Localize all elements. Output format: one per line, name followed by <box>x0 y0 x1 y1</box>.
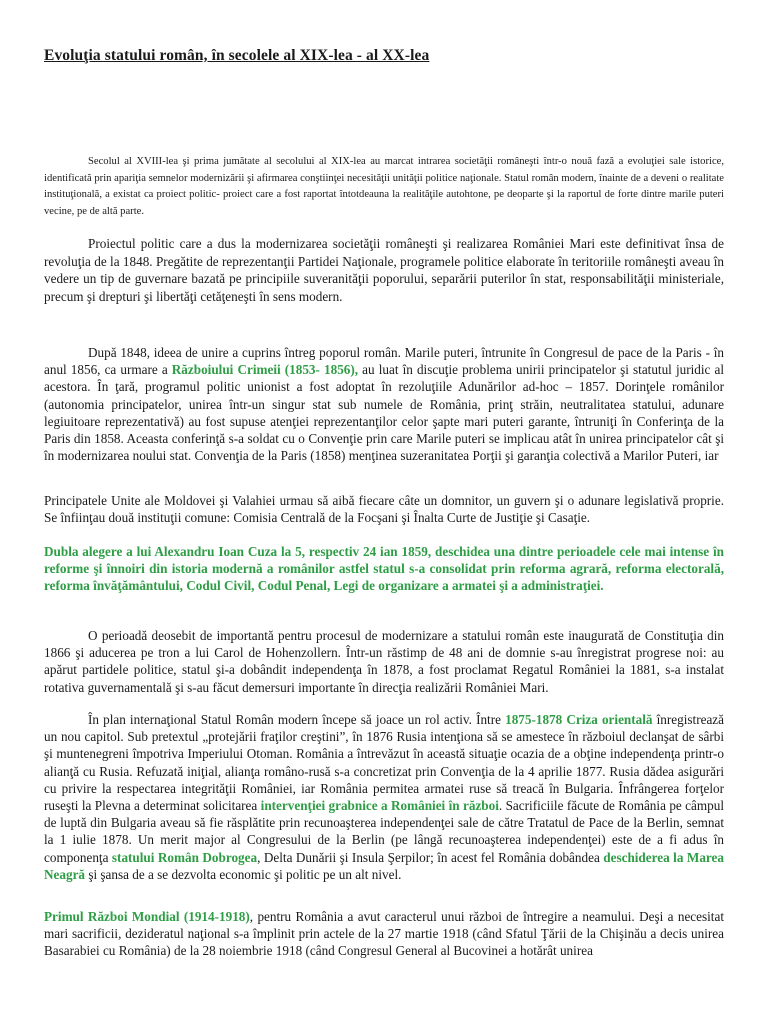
text-segment: , pentru România a avut caracterul unui război de întregire a neamului. Deşi a necesitat mari sacrificii, dezideratul naţional s-a împlinit prin actele de la 27 martie 1918 (când Sfatul Ţării de la Chişinău a decis unirea Basarabiei cu România) de la 28 noiembrie 1918 (când Congresul General al Bucovinei a hotărât unirea <box>44 909 724 959</box>
text-segment: , Delta Dunării şi Insula Şerpilor; în acest fel România dobândea <box>257 849 604 865</box>
highlight-primul-razboi: Primul Război Mondial (1914-1918) <box>44 909 250 924</box>
paragraph-constitutie: O perioadă deosebit de importantă pentru procesul de modernizare a statului român este inaugurată de Constituţia din 1866 şi aducerea pe tron a lui Carol de Hohenzollern. Într-un răstimp de 48 ani de domnie s-au înregistrat progrese noi: au apărut partidele politice, statul şi-a dobândit independenţa în 1878, a fost proclamat Regatul României la 1881, s-a instalat rotativa guvernamentală şi s-au făcut demersuri importante în direcţia realizării României Mari. <box>44 628 724 695</box>
paragraph-plan-international <box>44 711 724 883</box>
highlight-dobrogea: statului Român Dobrogea <box>111 849 258 865</box>
paragraph-1848: Proiectul politic care a dus la modernizarea societăţii româneşti şi realizarea României Mari este definitivat însa de revoluţia de la 1848. Pregătite de reprezentanţii Partidei Naţionale, programele politice elaborate în teritoriile româneşti aveau în vedere un tip de guvernare bazată pe principiile suveranităţii poporului, separării puterilor în stat, responsabilităţii ministeriale, precum şi drepturi şi libertăţi cetăţeneşti în sens modern. <box>44 236 724 304</box>
text-segment: şi şansa de a se dezvolta economic şi politic pe un alt nivel. <box>85 866 402 882</box>
highlight-marea-neagra: deschiderea la Marea Neagră <box>44 849 724 882</box>
paragraph-unire <box>44 344 724 464</box>
paragraph-cuza: Dubla alegere a lui Alexandru Ioan Cuza la 5, respectiv 24 ian 1859, deschidea una dintre perioadele cele mai intense în reforme şi înnoiri din istoria modernă a românilor astfel statul s-a consolidat prin reforma agrară, reforma electorală, reforma învăţământului, Codul Civil, Codul Penal, Legi de organizare a armatei şi a administraţiei. <box>44 544 724 594</box>
highlight-razboiul-crimeii: Războiului Crimeii (1853- 1856), <box>171 362 359 378</box>
text-segment: au luat în discuţie problema unirii principatelor şi statutul juridic al acestora. În ţară, programul politic unionist a fost adoptat în rezoluţiile Adunărilor ad-hoc – 1857. Dorinţele românilor (autonomia principatelor, unirea într-un singur stat sub numele de România, prinţ străin, neutralitatea statului, adunare legiuitoare reprezentativă) au fost supuse atenţiei reprezentanţilor celor şapte mari puteri garante, întruniţi în Conferinţa de la Paris din 1858. Aceasta conferinţă s-a soldat cu o Convenţie prin care Marile puteri se implicau atât în unirea principatelor cât şi în modernizarea noului stat. Convenţia de la Paris (1858) menţinea suzeranitatea Porţii şi garanţia colectivă a Marilor Puteri, iar <box>44 362 724 464</box>
paragraph-primul-razboi <box>44 908 724 960</box>
page-title: Evoluţia statului român, în secolele al XIX-lea - al XX-lea <box>44 47 430 64</box>
text-segment: . Sacrificiile făcute de România pe câmpul de luptă din Bulgaria aveau să fie răsplătite prin recunoaşterea independenţei sale de către Tratatul de Pace de la Berlin, semnat la 1 iulie 1878. Un merit major al Congresului de la Berlin (pe lângă recunoaşterea independenţei) este de a fi adus în componenţa <box>44 798 724 865</box>
text-segment: După 1848, ideea de unire a cuprins întreg poporul român. Marile puteri, întrunite în Congresul de pace de la Paris - în anul 1856, ca urmare a <box>44 345 724 378</box>
text-segment: înregistrează un nou capitol. Sub pretextul „protejării fraţilor creştini”, în 1876 Rusia intenţiona să se amestece în războiul declanşat de sârbi şi muntenegreni împotriva Imperiului Otoman. România a întrevăzut în această situaţie ocazia de a obţine independenţa printr-o alianţă cu Rusia. Refuzată iniţial, alianţa româno-rusă s-a concretizat prin Convenţia de la 4 aprilie 1877. Rusia dădea asigurări cu privire la respectarea integrităţii României, iar România permitea armatei ruse să treacă în Bulgaria. Înfrângerea forţelor ruseşti la Plevna a determinat solicitarea <box>44 712 724 814</box>
text-segment: În plan internaţional Statul Român modern începe să joace un rol activ. Între <box>88 712 506 727</box>
highlight-criza-orientala: 1875-1878 Criza orientală <box>505 712 653 727</box>
paragraph-principate: Principatele Unite ale Moldovei şi Valahiei urmau să aibă fiecare câte un domnitor, un guvern şi o adunare legislativă proprie. Se înfiinţau două instituţii comune: Comisia Centrală de la Focşani şi Înalta Curte de Justiţie şi Casaţie. <box>44 493 724 526</box>
paragraph-intro: Secolul al XVIII-lea şi prima jumătate al secolului al XIX-lea au marcat intrarea societăţii româneşti într-o nouă fază a evoluţiei sale istorice, identificată prin apariţia semnelor modernizării şi afirmarea conştiinţei necesităţii unităţii politice naţionale. Statul român modern, înainte de a deveni o realitate instituţională, a existat ca proiect politic- proiect care a fost raportat întotdeauna la realităţile autohtone, pe deoparte şi la raportul de forte dintre marile puteri vecine, pe de altă parte. <box>44 156 724 217</box>
highlight-interventie: intervenţiei grabnice a României în război <box>260 798 499 814</box>
